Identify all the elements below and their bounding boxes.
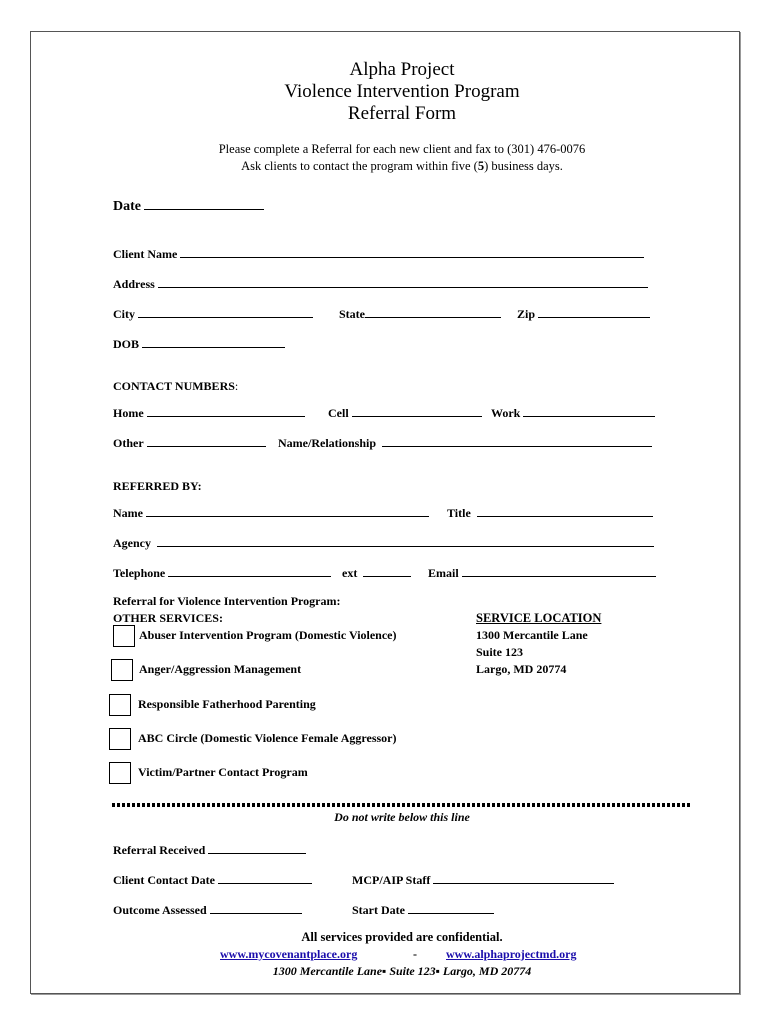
work-line[interactable] (523, 404, 655, 417)
service-checkbox-2[interactable] (111, 659, 133, 681)
zip-line[interactable] (538, 305, 650, 318)
cell-field (328, 404, 482, 421)
office-use-note: Do not write below this line (334, 810, 470, 824)
date-label: Date (113, 199, 141, 214)
service-location-heading: SERVICE LOCATION (476, 611, 602, 625)
referral-received-label: Referral Received (113, 843, 206, 857)
service-checkbox-1[interactable] (113, 625, 135, 647)
intro-text-1: Please complete a Referral for each new client and fax to (301) 476-0076 (218, 142, 586, 156)
other-label: Other (113, 436, 144, 450)
dotted-divider (112, 803, 692, 807)
referrer-name-field (113, 504, 429, 521)
name-relationship-line[interactable] (382, 434, 652, 447)
dob-field (113, 335, 285, 352)
service-checkbox-5[interactable] (109, 762, 131, 784)
dob-label: DOB (113, 337, 140, 351)
dob-line[interactable] (142, 335, 285, 348)
referral-received-line[interactable] (208, 841, 306, 854)
email-field (428, 564, 656, 581)
client-contact-date-field (113, 871, 312, 888)
client-name-field (113, 245, 644, 262)
service-label-4: ABC Circle (Domestic Violence Female Aggressor) (138, 731, 397, 745)
zip-field (517, 305, 650, 322)
other-field (113, 434, 266, 451)
contact-numbers-heading (113, 379, 238, 394)
date-field (113, 197, 264, 215)
service-label-1: Abuser Intervention Program (Domestic Violence) (139, 628, 397, 642)
contact-numbers-label: CONTACT NUMBERS (113, 379, 235, 393)
telephone-line[interactable] (168, 564, 331, 577)
date-line[interactable] (144, 197, 264, 210)
start-date-line[interactable] (408, 901, 494, 914)
contact-numbers-colon: : (234, 379, 239, 393)
client-name-label: Client Name (113, 247, 178, 261)
state-field (339, 305, 501, 322)
intro-text-2: Ask clients to contact the program within five (5) business days. (241, 159, 563, 173)
mcp-staff-label: MCP/AIP Staff (352, 873, 431, 887)
address-field (113, 275, 648, 292)
home-label: Home (113, 406, 144, 420)
service-label-5: Victim/Partner Contact Program (138, 765, 308, 779)
service-checkbox-4[interactable] (109, 728, 131, 750)
cell-line[interactable] (352, 404, 482, 417)
client-name-line[interactable] (180, 245, 644, 258)
client-contact-date-label: Client Contact Date (113, 873, 215, 887)
name-relationship-label: Name/Relationship (278, 436, 377, 450)
telephone-field (113, 564, 331, 581)
start-date-field (352, 901, 494, 918)
referral-received-field (113, 841, 306, 858)
referrer-name-line[interactable] (146, 504, 429, 517)
service-label-3: Responsible Fatherhood Parenting (138, 697, 316, 711)
other-services-heading: OTHER SERVICES: (113, 611, 223, 625)
cell-label: Cell (328, 406, 349, 420)
email-label: Email (428, 566, 459, 580)
address-label: Address (113, 277, 155, 291)
outcome-assessed-line[interactable] (210, 901, 302, 914)
agency-label: Agency (113, 536, 151, 550)
other-line[interactable] (147, 434, 266, 447)
footer-address: 1300 Mercantile Lane▪ Suite 123▪ Largo, MD 20774 (272, 964, 532, 978)
city-label: City (113, 307, 135, 321)
telephone-label: Telephone (113, 566, 166, 580)
home-field (113, 404, 305, 421)
outcome-assessed-label: Outcome Assessed (113, 903, 207, 917)
state-label: State (339, 307, 365, 321)
confidential-notice: All services provided are confidential. (301, 930, 503, 944)
client-contact-date-line[interactable] (218, 871, 312, 884)
service-label-2: Anger/Aggression Management (139, 662, 302, 676)
link-separator: - (413, 947, 417, 961)
location-city: Largo, MD 20774 (476, 662, 567, 676)
agency-line[interactable] (157, 534, 654, 547)
city-line[interactable] (138, 305, 313, 318)
location-suite: Suite 123 (476, 645, 524, 659)
referrer-title-line[interactable] (477, 504, 653, 517)
start-date-label: Start Date (352, 903, 405, 917)
referred-by-heading: REFERRED BY: (113, 479, 202, 493)
agency-field (113, 534, 654, 551)
location-street: 1300 Mercantile Lane (476, 628, 588, 642)
service-checkbox-3[interactable] (109, 694, 131, 716)
zip-label: Zip (517, 307, 536, 321)
referral-program-heading: Referral for Violence Intervention Program: (113, 594, 341, 608)
work-label: Work (491, 406, 521, 420)
referrer-title-field (447, 504, 653, 521)
covenant-place-link[interactable]: www.mycovenantplace.org (220, 947, 358, 961)
ext-line[interactable] (363, 564, 411, 577)
work-field (491, 404, 655, 421)
referrer-title-label: Title (447, 506, 471, 520)
form-title: Referral Form (347, 103, 457, 124)
email-line[interactable] (462, 564, 656, 577)
outcome-assessed-field (113, 901, 302, 918)
address-line[interactable] (158, 275, 648, 288)
ext-field (342, 564, 411, 581)
alpha-project-link[interactable]: www.alphaprojectmd.org (446, 947, 577, 961)
mcp-staff-line[interactable] (433, 871, 614, 884)
program-name: Alpha Project (349, 59, 455, 80)
referrer-name-label: Name (113, 506, 143, 520)
state-line[interactable] (365, 305, 501, 318)
program-subtitle: Violence Intervention Program (284, 81, 520, 102)
mcp-staff-field (352, 871, 614, 888)
city-field (113, 305, 313, 322)
ext-label: ext (342, 566, 358, 580)
name-relationship-field (278, 434, 652, 451)
home-line[interactable] (147, 404, 305, 417)
